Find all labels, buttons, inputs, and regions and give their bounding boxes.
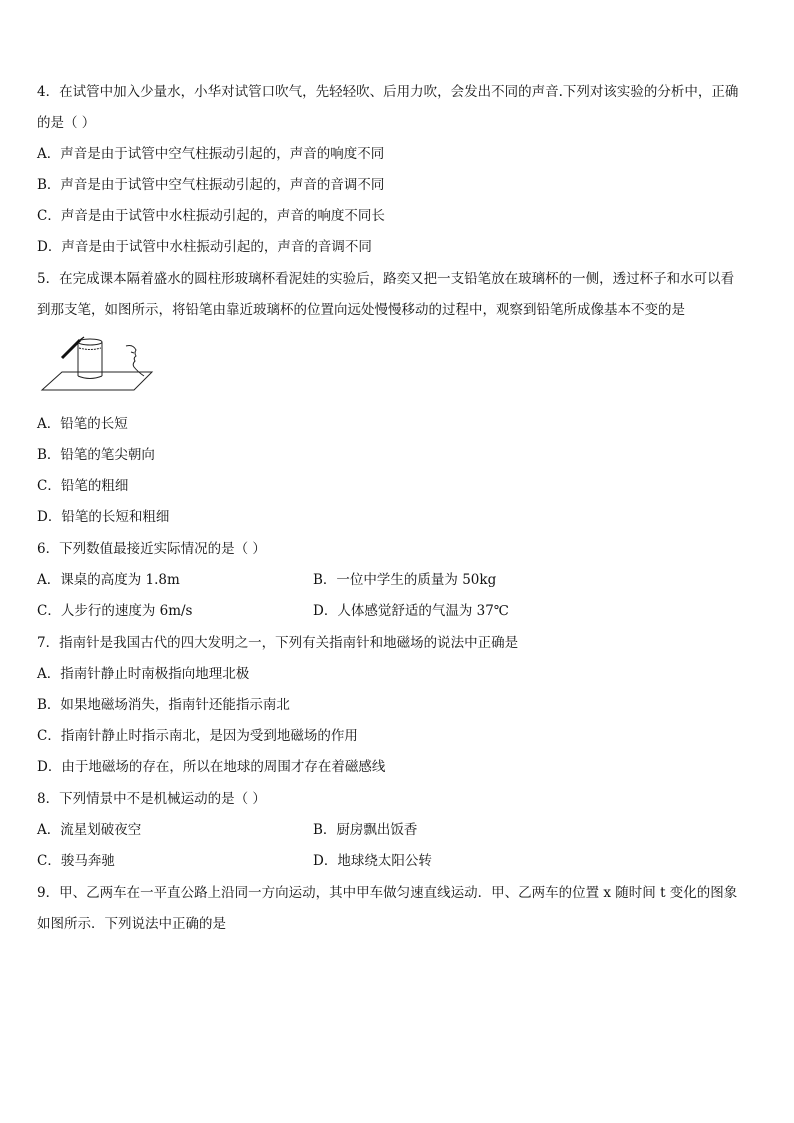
q5-option-c: C．铅笔的粗细 (37, 478, 129, 494)
q4-stem-line2: 的是（ ） (37, 115, 96, 131)
q7-option-b: B．如果地磁场消失，指南针还能指示南北 (37, 697, 290, 713)
q5-stem-line2: 到那支笔，如图所示，将铅笔由靠近玻璃杯的位置向远处慢慢移动的过程中，观察到铅笔所成像基本不变的是 (37, 302, 685, 318)
q9-stem-line2: 如图所示．下列说法中正确的是 (37, 916, 226, 932)
q7-option-a: A．指南针静止时南极指向地理北极 (37, 666, 250, 682)
q6-option-c: C．人步行的速度为 6m/s (37, 603, 193, 619)
q4-option-a: A．声音是由于试管中空气柱振动引起的，声音的响度不同 (37, 146, 385, 162)
q5-option-d: D．铅笔的长短和粗细 (37, 509, 170, 525)
pencil (62, 340, 80, 358)
q5-stem-line1: 5．在完成课本隔着盛水的圆柱形玻璃杯看泥娃的实验后，路奕又把一支铅笔放在玻璃杯的一侧，透过杯子和水可以看 (37, 271, 735, 287)
glass-and-pencil-figure (40, 336, 160, 396)
q4-option-d: D．声音是由于试管中水柱振动引起的，声音的音调不同 (37, 239, 372, 255)
q5-option-a: A．铅笔的长短 (37, 416, 128, 432)
q8-option-a: A．流星划破夜空 (37, 822, 142, 838)
q6-option-a: A．课桌的高度为 1.8m (37, 572, 180, 588)
glass-rim (78, 339, 102, 345)
q4-option-b: B．声音是由于试管中空气柱振动引起的，声音的音调不同 (37, 177, 385, 193)
q6-option-d: D．人体感觉舒适的气温为 37℃ (313, 603, 509, 619)
q6-option-b: B．一位中学生的质量为 50kg (313, 572, 497, 588)
q8-stem: 8．下列情景中不是机械运动的是（ ） (37, 791, 266, 807)
q7-option-d: D．由于地磁场的存在，所以在地球的周围才存在着磁感线 (37, 759, 386, 775)
q7-stem: 7．指南针是我国古代的四大发明之一，下列有关指南针和地磁场的说法中正确是 (37, 635, 519, 651)
q9-stem-line1: 9．甲、乙两车在一平直公路上沿同一方向运动，其中甲车做匀速直线运动．甲、乙两车的位置 x 随时间 t 变化的图象 (37, 885, 738, 901)
q4-stem-line1: 4．在试管中加入少量水，小华对试管口吹气，先轻轻吹、后用力吹，会发出不同的声音.下列对该实验的分析中，正确 (37, 84, 739, 100)
q8-option-b: B．厨房飘出饭香 (313, 822, 418, 838)
table-surface (42, 372, 152, 390)
q7-option-c: C．指南针静止时指示南北，是因为受到地磁场的作用 (37, 728, 358, 744)
q8-option-d: D．地球绕太阳公转 (313, 853, 432, 869)
face-profile (126, 346, 144, 377)
q4-option-c: C．声音是由于试管中水柱振动引起的，声音的响度不同长 (37, 208, 385, 224)
q6-stem: 6．下列数值最接近实际情况的是（ ） (37, 541, 266, 557)
q8-option-c: C．骏马奔驰 (37, 853, 115, 869)
q5-option-b: B．铅笔的笔尖朝向 (37, 447, 155, 463)
